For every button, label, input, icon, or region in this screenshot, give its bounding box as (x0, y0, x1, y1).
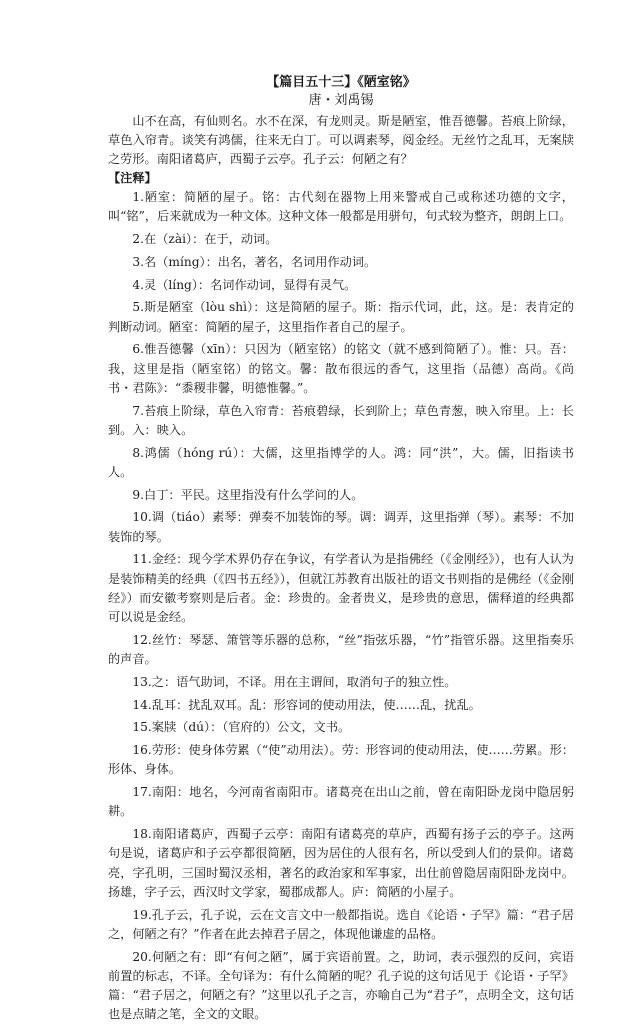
document-title: 【篇目五十三】《陋室铭》 (266, 75, 416, 90)
note-item: 3.名（míng）：出名，著名，名词用作动词。 (132, 254, 377, 269)
note-item: 20.何陋之有：即“有何之陋”，属于宾语前置。之，助词，表示强烈的反问，宾语前置的标志，不译。全句译为：有什么简陋的呢？孔子说的这句话见于《论语・子罕》篇：“君子居之，何陋之有？”这里以孔子之言，亦喻自己为“君子”，点明全文，这句话也是点睛之笔，全文的文眼。 (108, 949, 574, 1022)
note-item: 14.乱耳：扰乱双耳。乱：形容词的使动用法，使……乱，扰乱。 (132, 697, 481, 712)
note-item: 8.鸿儒（hóng rú）：大儒，这里指博学的人。鸿：同“洪”，大。儒，旧指读书人。 (108, 445, 574, 479)
note-item: 10.调（tiáo）素琴：弹奏不加装饰的琴。调：调弄，这里指弹（琴）。素琴：不加装饰的琴。 (108, 510, 574, 544)
note-item: 19.孔子云，孔子说，云在文言文中一般都指说。选自《论语・子罕》篇：“君子居之，何陋之有？”作者在此去掉君子居之，体现他谦虚的品格。 (108, 907, 574, 941)
note-item: 6.惟吾德馨（xīn）：只因为（陋室铭）的铭文（就不感到简陋了）。惟：只。吾：我，这里是指（陋室铭）的铭文。馨：散布很远的香气，这里指（品德）高尚。《尚书・君陈》：“黍稷非馨，明德惟馨。”。 (108, 342, 574, 395)
note-item: 7.苔痕上阶绿，草色入帘青：苔痕碧绿，长到阶上；草色青葱，映入帘里。上：长到。入：映入。 (108, 403, 574, 437)
note-item: 13.之：语气助词，不译。用在主谓间，取消句子的独立性。 (132, 674, 457, 689)
note-item: 15.案牍（dú）：（官府的）公文，文书。 (132, 720, 351, 735)
note-item: 18.南阳诸葛庐，西蜀子云亭：南阳有诸葛亮的草庐，西蜀有扬子云的亭子。这两句是说，诸葛庐和子云亭都很简陋，因为居住的人很有名，所以受到人们的景仰。诸葛亮，字孔明，三国时蜀汉丞相，著名的政治家和军事家，出仕前曾隐居南阳卧龙岗中。扬雄，字子云，西汉时文学家，蜀郡成都人。庐：简陋的小屋子。 (108, 827, 574, 899)
note-item: 2.在（zài）：在于，动词。 (132, 232, 278, 246)
document-author: 唐・刘禹锡 (308, 93, 374, 108)
notes-heading: 【注释】 (108, 171, 157, 185)
note-item: 5.斯是陋室（lòu shì）：这是简陋的屋子。斯：指示代词，此，这。是：表肯定的判断动词。陋室：简陋的屋子，这里指作者自己的屋子。 (108, 300, 574, 334)
note-item: 16.劳形：使身体劳累（“使”动用法）。劳：形容词的使动用法，使……劳累。形：形体、身体。 (108, 743, 574, 777)
note-item: 17.南阳：地名，今河南省南阳市。诸葛亮在出山之前，曾在南阳卧龙岗中隐居躬耕。 (108, 785, 574, 819)
note-item: 1.陋室：简陋的屋子。铭：古代刻在器物上用来警戒自己或称述功德的文字，叫“铭”，后来就成为一种文体。这种文体一般都是用骈句，句式较为整齐，朗朗上口。 (108, 190, 574, 224)
notes-list (108, 188, 574, 1024)
note-item: 12.丝竹：琴瑟、箫管等乐器的总称，“丝”指弦乐器，“竹”指管乐器。这里指奏乐的声音。 (108, 632, 574, 666)
note-item: 11.金经：现今学术界仍存在争议，有学者认为是指佛经（《金刚经》），也有人认为是装饰精美的经典（《四书五经》），但就江苏教育出版社的语文书则指的是佛经（《金刚经》）而安徽考察则是后者。金：珍贵的。金者贵义，是珍贵的意思，儒释道的经典都可以说是金经。 (108, 552, 574, 624)
poem-text: 山不在高，有仙则名。水不在深，有龙则灵。斯是陋室，惟吾德馨。苔痕上阶绿，草色入帘青。谈笑有鸿儒，往来无白丁。可以调素琴，阅金经。无丝竹之乱耳，无案牍之劳形。南阳诸葛庐，西蜀子云亭。孔子云：何陋之有？ (108, 114, 574, 166)
note-item: 9.白丁：平民。这里指没有什么学问的人。 (132, 487, 364, 502)
note-item: 4.灵（líng）：名词作动词，显得有灵气。 (132, 277, 357, 292)
